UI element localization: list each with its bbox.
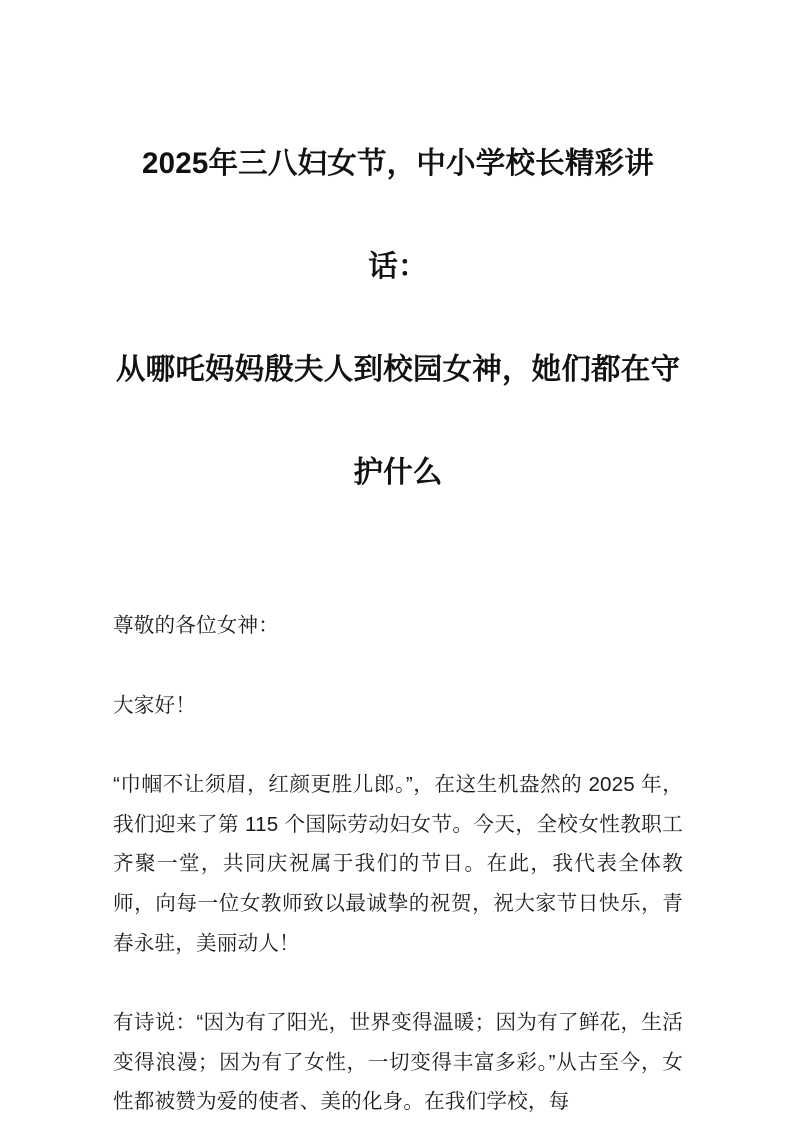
paragraph-salutation: 尊敬的各位女神： (113, 614, 279, 637)
title-line-1: 2025年三八妇女节，中小学校长精彩讲话： (142, 147, 654, 283)
page-title (113, 0, 683, 524)
paragraph-greeting: 大家好！ (113, 693, 196, 717)
paragraph-poem-quote: 有诗说：“因为有了阳光，世界变得温暖；因为有了鲜花，生活变得浪漫；因为有了女性，一切变得丰富多彩。”从古至今，女性都被赞为爱的使者、美的化身。在我们学校，每 (113, 1011, 683, 1114)
document-body (113, 0, 683, 1122)
title-line-3: 护什么 (353, 456, 443, 489)
paragraph-opening: “巾帼不让须眉，红颜更胜儿郎。”，在这生机盎然的 2025 年，我们迎来了第 115 个国际劳动妇女节。今天，全校女性教职工齐聚一堂，共同庆祝属于我们的节日。在此，我代表全体教师，向每一位女教师致以最诚挚的祝贺，祝大家节日快乐，青春永驻，美丽动人！ (113, 773, 683, 955)
title-line-2: 从哪吒妈妈殷夫人到校园女神，她们都在守 (115, 353, 681, 386)
